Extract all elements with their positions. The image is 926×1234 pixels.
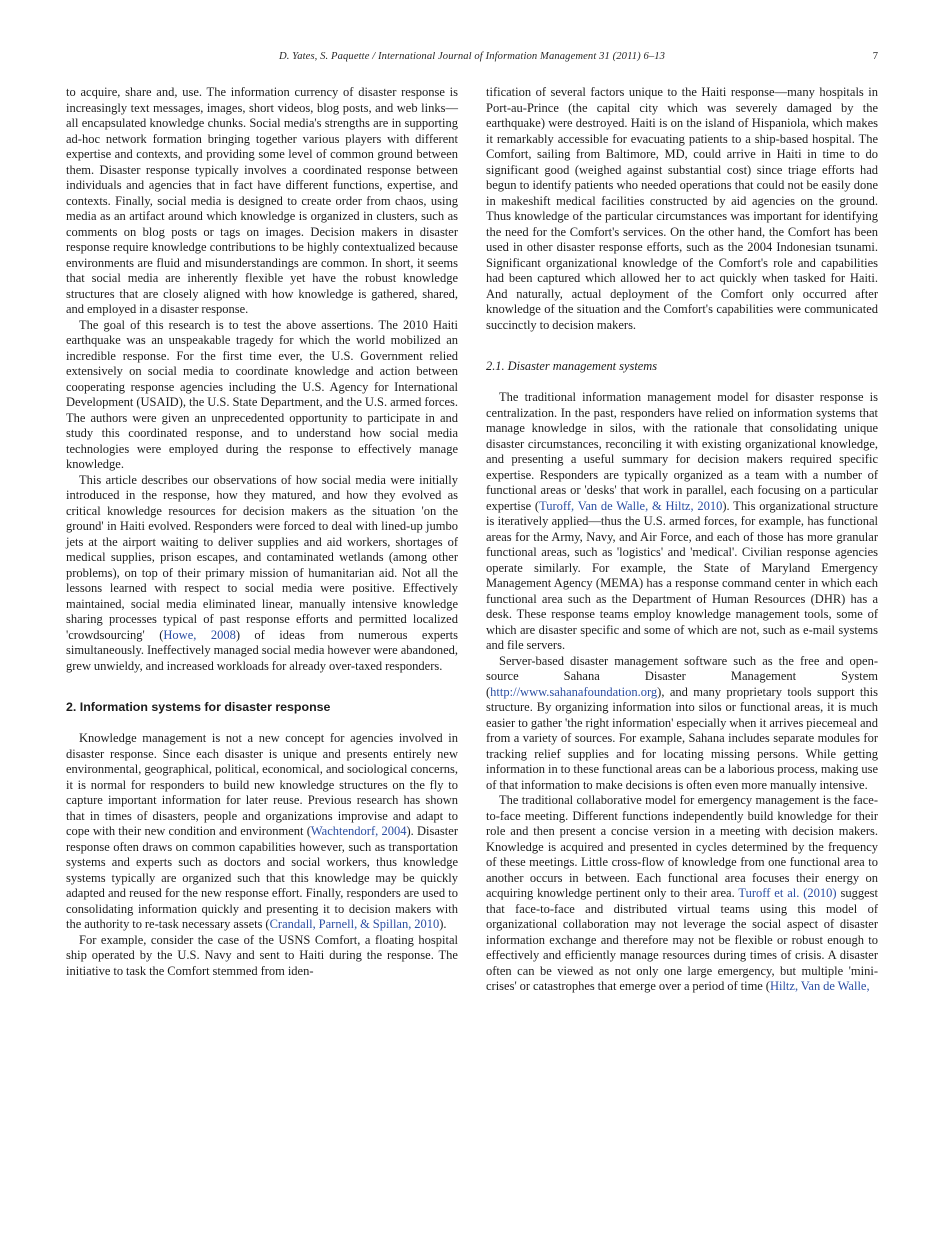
paragraph: For example, consider the case of the USNS Comfort, a floating hospital ship operated by the U.S. Navy and sent to Haiti during the response. The initiative to task the Comfort stemmed from iden- [66,932,458,978]
paragraph: Knowledge management is not a new concept for agencies involved in disaster response. Since each disaster is unique and presents entirely new environmental, geographical, political, economical, and sociological concerns, it is normal for responders to build new knowledge structures on the fly to capture important information for later reuse. Previous research has shown that in times of disasters, people and organizations improvise and adapt to cope with their new condition and environment (Wachtendorf, 2004). Disaster response often draws on common capabilities however, such as transportation systems and experts such as doctors and social workers, thus knowledge systems typically are organized such that this knowledge may be quickly adapted and reused for the new response effort. Finally, responders are used to consolidating information quickly and presenting it to decision makers with the authority to re-task necessary assets (Crandall, Parnell, & Spillan, 2010). [66,731,458,931]
citation-howe-2008[interactable]: Howe, 2008 [163,627,236,642]
paragraph: tification of several factors unique to the Haiti response—many hospitals in Port-au-Prince (the capital city which was severely damaged by the earthquake) were destroyed. Haiti is on the island of Hispaniola, which makes it remarkably accessible for evacuating patients to a ship-based hospital. The Comfort, sailing from Baltimore, MD, could arrive in Haiti in time to do significant good (weighed against substantial cost) since triage efforts had begun to identify patients who needed operations that could not be easily done in makeshift medical facilities constructed by aid agencies on the ground. Thus knowledge of the particular circumstances was important for identifying the need for the Comfort's services. On the other hand, the Comfort has been used in other disaster response efforts, such as the 2004 Indonesian tsunami. Significant organizational knowledge of the Comfort's role and capabilities had been captured which allowed her to act quickly when tasked for Haiti. And naturally, actual deployment of the Comfort only occurred after knowledge of the situation and the Comfort's capabilities were communicated succinctly to decision makers. [486,85,878,332]
running-head [66,50,878,63]
article-body [66,85,878,995]
citation-wachtendorf-2004[interactable]: Wachtendorf, 2004 [310,824,407,838]
section-heading: 2. Information systems for disaster response [66,700,331,714]
paragraph: The goal of this research is to test the above assertions. The 2010 Haiti earthquake was an unspeakable tragedy for which the world mobilized an incredible response. For the first time ever, the U.S. Government relied extensively on social media to coordinate knowledge and action between cooperating response agencies including the U.S. Agency for International Development (USAID), the U.S. State Department, and the U.S. armed forces. The authors were given an unprecedented opportunity to participate in and study this coordinated response, and to understand how social media technologies were employed during the response to effectively manage knowledge. [66,317,458,471]
paragraph: to acquire, share and, use. The information currency of disaster response is increasingly text messages, images, short videos, blog posts, and web links—all encapsulated knowledge chunks. Social media's strengths are in supporting ad-hoc network formation bringing together various players with different expertise and contexts, and providing some level of common ground between them. Disaster response typically involves a coordinated response between individuals and agencies that in fact have different functions, expertise, and contexts. Finally, social media is designed to create order from chaos, using media as an artifact around which knowledge is organized in clusters, such as comments on blog posts or tags on images. Decision makers in disaster response require knowledge contributions to be highly contextualized because environments are fluid and misunderstandings are common. In short, it seems that social media are inherently flexible yet have the robust knowledge structures that are closely aligned with how knowledge is gathered, shared, and employed in a disaster response. [66,85,458,316]
citation-hiltz-vandewalle[interactable]: Hiltz, Van de Walle, [769,979,870,993]
citation-crandall-parnell-spillan-2010[interactable]: Crandall, Parnell, & Spillan, 2010 [269,917,440,931]
paragraph: Server-based disaster management software such as the free and open-source Sahana Disaster Management System (http://www.sahanafoundation.org), and many proprietary tools support this structure. By organizing information into silos or functional areas, it is much easier to gather 'the right information' especially when it arrives piecemeal and from a variety of sources. For example, Sahana includes separate modules for tracking relief supplies and for locating missing persons. While getting information in to these functional areas can be a laborious process, making use of that information to make decisions is often even more manually intensive. [486,653,878,792]
paragraph: The traditional information management model for disaster response is centralization. In the past, responders have relied on information systems that manage knowledge in silos, with the rationale that consolidating unique disaster circumstances, reconciling it with existing organizational knowledge, and presenting a useful summary for decision makers required specific expertise. Responders are typically organized as a team with a number of functional areas or 'desks' that work in parallel, each focusing on a particular expertise (Turoff, Van de Walle, & Hiltz, 2010). This organizational structure is iteratively applied—thus the U.S. armed forces, for example, has functional areas for the Army, Navy, and Air Force, and each of those has more granular functional areas, such as 'logistics' and 'medical'. Civilian response agencies operate similarly. For example, the State of Maryland Emergency Management Agency (MEMA) has a response command center in which each functional area such as the Department of Human Resources (DHR) has a desk. These response teams employ knowledge management tools, some of which are disaster specific and some of which are not, such as e-mail systems and file servers. [486,390,878,652]
citation-turoff-et-al-2010[interactable]: Turoff et al. (2010) [738,886,837,900]
paragraph: The traditional collaborative model for emergency management is the face-to-face meeting. Different functions independently build knowledge for their role and then present a concise version in a meeting with decision makers. Knowledge is acquired and presented in cycles determined by the frequency of these meetings. Little cross-flow of knowledge from one functional area to another occurs in between. Each functional area focuses their energy on acquiring knowledge pertinent only to their area. Turoff et al. (2010) suggest that face-to-face and distributed virtual teams using this model of organizational collaboration may not leverage the social aspect of disaster information exchange and therefore may not be flexible or robust enough to effectively and efficiently manage resources during times of crisis. A disaster often can be viewed as not only one large emergency, but multiple 'mini-crises' or catastrophes that emerge over a period of time (Hiltz, Van de Walle, [486,793,879,993]
subsection-heading: 2.1. Disaster management systems [486,359,658,373]
page-number: 7 [872,51,878,62]
running-title: D. Yates, S. Paquette / International Journal of Information Management 31 (2011) 6–13 [278,51,666,62]
link-sahanafoundation-url[interactable]: http://www.sahanafoundation.org [490,684,658,699]
paragraph: This article describes our observations of how social media were initially introduced in the response, how they matured, and how they evolved as critical knowledge resources for decision makers as the situation 'on the ground' in Haiti evolved. Responders were forced to deal with lined-up jumbo jets at the airport waiting to deliver supplies and aid workers, shortages of medical supplies, prison escapes, and contaminated wetlands (among other problems), on top of their primary mission of humanitarian aid. Not all the lessons learned with respect to social media were positive. Effectively maintained, social media eliminated linear, manually intensive knowledge sharing processes typical of past response efforts and permitted localized 'crowdsourcing' (Howe, 2008) of ideas from numerous experts simultaneously. Ineffectively managed social media however were abandoned, grew unwieldy, and increased workloads for already over-taxed responders. [66,472,458,673]
right-column [486,85,878,995]
citation-turoff-vandewalle-hiltz-2010[interactable]: Turoff, Van de Walle, & Hiltz, 2010 [539,498,723,513]
left-column [66,85,458,979]
